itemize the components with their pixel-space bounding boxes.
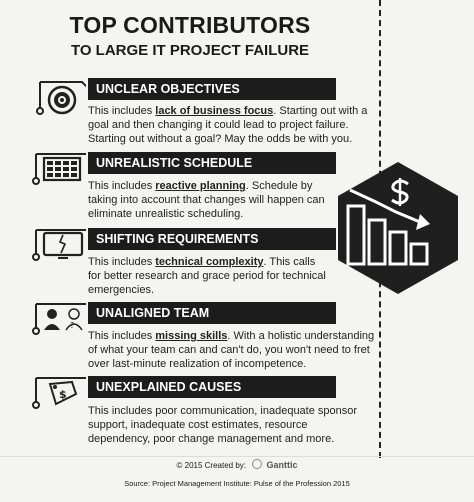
keyword: missing skills — [155, 330, 228, 342]
calendar-icon — [26, 148, 88, 188]
keyword: reactive planning — [155, 180, 246, 192]
footer — [0, 458, 474, 488]
text-prefix: This includes — [88, 105, 156, 117]
section-text — [88, 104, 378, 146]
page-subtitle: TO LARGE IT PROJECT FAILURE — [70, 42, 310, 59]
section-text — [88, 179, 328, 221]
text-suffix: . This calls for better research and grace period for technical emergencies. — [88, 256, 326, 296]
svg-text:?: ? — [70, 321, 75, 330]
team-icon — [26, 298, 88, 338]
keyword: lack of business focus — [155, 105, 274, 117]
section-heading: UNEXPLAINED CAUSES — [88, 376, 336, 398]
text-suffix: . With a holistic understanding of what your team can and can't do, you won't need to fret over last-minute realization of incompetence. — [88, 330, 375, 370]
gantt-logo-icon — [252, 459, 262, 469]
declining-profit-hexagon — [336, 160, 460, 296]
text-suffix: . Starting out with a goal and then changing it could lead to project failure. Starting out without a goal? May the odds be with you. — [88, 105, 368, 145]
section-heading: UNALIGNED TEAM — [88, 302, 336, 324]
text-prefix: This includes — [88, 256, 156, 268]
footer-divider — [0, 456, 474, 457]
section-heading: UNCLEAR OBJECTIVES — [88, 78, 336, 100]
created-by-label: © 2015 Created by: — [176, 461, 246, 470]
page-title: TOP CONTRIBUTORS — [69, 12, 311, 38]
source-line: Source: Project Management Institute: Pulse of the Profession 2015 — [124, 479, 350, 488]
text-prefix: This includes — [88, 330, 156, 342]
brand-name: Ganttic — [266, 460, 298, 470]
text-prefix: This includes poor communication, inadequate sponsor support, inadequate cost estimates, resource dependency, poor change management and more. — [88, 405, 358, 445]
section-text — [88, 255, 328, 297]
section-text — [88, 329, 378, 371]
section-text — [88, 404, 372, 446]
text-prefix: This includes — [88, 180, 156, 192]
text-suffix: . Schedule by taking into account that changes will happen can eliminate unrealistic scheduling. — [88, 180, 325, 220]
target-icon — [26, 78, 86, 122]
price-tag-icon — [26, 372, 88, 412]
infographic-header — [0, 12, 380, 61]
keyword: technical complexity — [155, 256, 264, 268]
svg-text:$: $ — [59, 388, 67, 401]
credit-line — [0, 458, 474, 473]
section-heading: SHIFTING REQUIREMENTS — [88, 228, 336, 250]
section-heading: UNREALISTIC SCHEDULE — [88, 152, 336, 174]
monitor-icon — [26, 224, 88, 264]
